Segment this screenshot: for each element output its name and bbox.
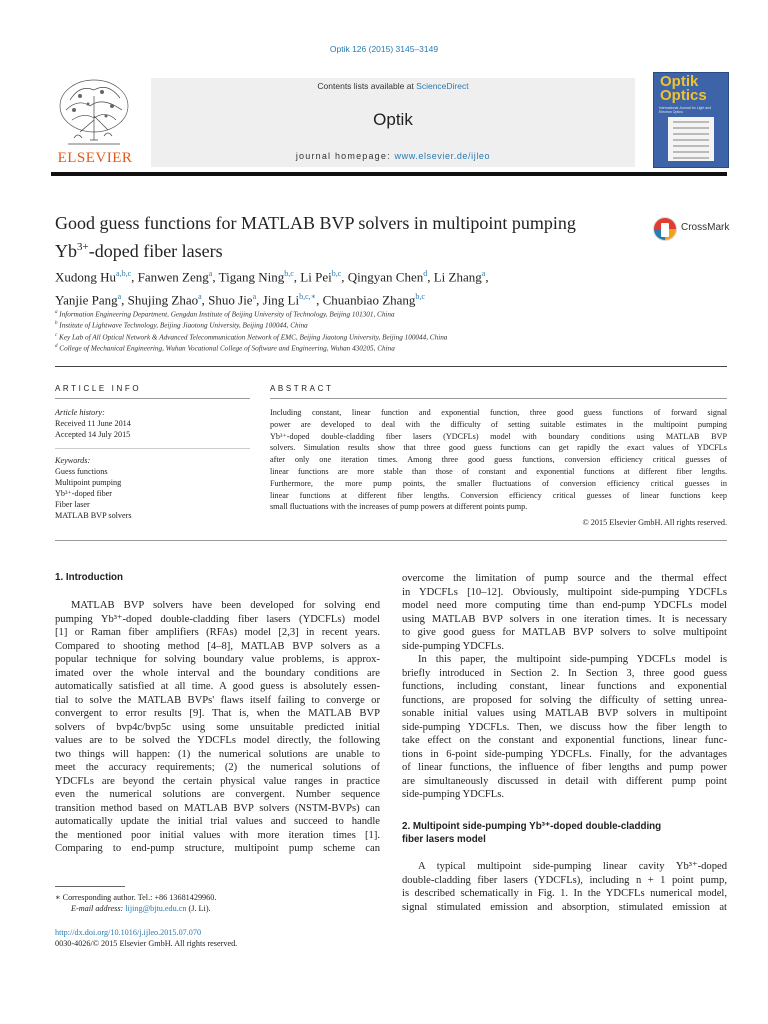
author-separator: , xyxy=(293,269,301,285)
paragraph-line: using MATLAB BVP solvers in one iteration times. It is necessary xyxy=(402,613,727,625)
section-1-line: Comparing to end-pump structure, multipoint pump scheme can xyxy=(55,843,380,854)
keywords-block xyxy=(55,455,250,521)
section-1-line: transition method based on MATLAB BVP solvers (NSTM-BVPs) can xyxy=(55,802,380,814)
abstract-line: power are developed to deal with the difficulty of setting suitable estimates in the multipoint pumping xyxy=(270,419,727,429)
author-name: Yanjie Pang xyxy=(55,292,118,308)
affiliation-item xyxy=(55,342,675,353)
section-1-line: tial to solve the MATLAB BVPs' flaws itself failing to converge or xyxy=(55,694,380,706)
author-affiliation-marker[interactable]: b,c xyxy=(284,269,294,278)
author-affiliation-marker[interactable]: b,c xyxy=(331,269,342,278)
affiliation-key: b xyxy=(55,321,58,327)
keywords-label: Keywords: xyxy=(55,456,91,465)
section-2-heading-line-1: 2. Multipoint side-pumping Yb³⁺-doped double-cladding xyxy=(402,821,662,832)
affiliation-item xyxy=(55,331,675,342)
author-affiliation-marker[interactable]: a xyxy=(198,292,202,302)
author-affiliation-marker[interactable]: a,b,c xyxy=(116,269,132,278)
contents-prefix: Contents lists available at xyxy=(317,81,417,91)
homepage-prefix: journal homepage: xyxy=(295,151,395,161)
keyword-item: Yb³⁺-doped fiber xyxy=(55,489,113,498)
keyword-item: Fiber laser xyxy=(55,500,90,509)
separator-rule xyxy=(55,366,727,367)
section-1-line: Compared to shooting method [4–8], MATLAB BVP solvers as a xyxy=(55,640,380,652)
doi-link[interactable]: http://dx.doi.org/10.1016/j.ijleo.2015.07.070 xyxy=(55,928,202,937)
cover-title xyxy=(660,75,707,103)
abstract-line: linear functions at different fiber lengths. Conversion efficiency critical guesses of linear functions keep xyxy=(270,490,727,500)
right-column-paragraph-3 xyxy=(402,860,727,914)
title-line-2 xyxy=(55,241,223,261)
email-label: E-mail address: xyxy=(71,904,126,913)
author-separator: , xyxy=(341,269,348,285)
paragraph-line: signal stimulated emission and absorption, stimulated emission at xyxy=(402,901,727,913)
author-name: Li Zhang xyxy=(433,269,482,285)
paragraph-line: In this paper, the multipoint side-pumping YDCFLs model is xyxy=(418,654,727,665)
author-affiliation-marker[interactable]: b,c xyxy=(415,292,425,302)
paragraph-line: side-pumping YDCFLs. Then, we discuss how the fiber length to xyxy=(402,721,727,733)
abstract-line: Yb³⁺-doped double-cladding fiber lasers (YDCFLs) model with boundary conditions using MATLAB BVP xyxy=(270,431,727,441)
affiliation-list xyxy=(55,308,675,354)
homepage-link[interactable]: www.elsevier.de/ijleo xyxy=(394,151,491,161)
paragraph-line: are simultaneously discussed in detail with different pump point xyxy=(402,775,727,787)
abstract-line: Including constant, linear function and exponential function, three good guess functions of forward signal xyxy=(270,408,727,417)
author-affiliation-marker[interactable]: a xyxy=(117,292,122,302)
footnote-rule xyxy=(55,886,125,887)
paragraph-line: model need more computing time than end-pump YDCFLs model xyxy=(402,600,727,611)
paragraph-line: briefly introduced in Section 2. In Section 3, three good guess xyxy=(402,667,727,679)
paragraph-line: overcome the limitation of pump source and the thermal effect xyxy=(402,573,727,584)
author-separator: , xyxy=(201,292,209,308)
section-1-line: convergent to error results [9]. That is, when the MATLAB BVP xyxy=(55,708,380,719)
affiliation-key: d xyxy=(55,344,58,350)
paragraph-line: side-pumping YDCFLs. xyxy=(402,789,505,800)
history-label: Article history: xyxy=(55,408,105,417)
accepted-date: Accepted 14 July 2015 xyxy=(55,430,131,439)
paragraph-line: sonable initial values using MATLAB BVP solvers in multipoint xyxy=(402,708,727,719)
author-separator: , xyxy=(316,292,323,308)
section-1-line: the mentioned poor initial values with more iteration times [1]. xyxy=(55,829,380,841)
paragraph-line: of linear functions, the influence of fiber lengths and pump power xyxy=(402,762,727,773)
author-line-1 xyxy=(55,264,665,287)
paragraph-line: tions in 6-point side-pumping YDCFLs. Finally, for the advantages xyxy=(402,748,727,760)
elsevier-wordmark: ELSEVIER xyxy=(57,150,133,166)
paragraph-line: is described schematically in Fig. 1. In the YDCFLs numerical model, xyxy=(402,888,727,899)
author-separator: , xyxy=(121,292,128,308)
footnotes xyxy=(55,892,385,914)
journal-citation[interactable]: Optik 126 (2015) 3145–3149 xyxy=(329,44,439,54)
author-name: Tigang Ning xyxy=(218,269,285,285)
abstract-rule xyxy=(270,398,727,399)
author-name: Chuanbiao Zhang xyxy=(322,292,416,308)
affiliation-key: c xyxy=(55,332,58,338)
paragraph-line: to give good guess for MATLAB BVP solvers to solve multipoint xyxy=(402,627,727,638)
abstract-line: solvers. Simulation results show that three good guess functions can get rapidly the exact values of YDCFLs xyxy=(270,443,727,453)
cover-subtitle: International Journal for Light and Electron Optics xyxy=(659,106,712,114)
abstract-line: after only one iteration times. Among three good guess functions, conversion efficiency critical guesses of xyxy=(270,455,727,465)
abstract-copyright: © 2015 Elsevier GmbH. All rights reserved. xyxy=(582,518,727,527)
email-note xyxy=(55,903,385,914)
cover-inset-page xyxy=(668,117,714,161)
affiliation-item xyxy=(55,308,675,319)
abstract-line: Furthermore, the more pump points, the smaller fluctuations of conversion efficiency critical guesses in xyxy=(270,478,727,488)
abstract-line: small fluctuations with the increases of pump powers at different points pump. xyxy=(270,502,528,512)
cover-title-1: Optik xyxy=(660,73,699,90)
affiliation-key: a xyxy=(55,310,58,315)
article-history xyxy=(55,407,250,440)
cover-title-2: Optics xyxy=(660,87,707,104)
received-date: Received 11 June 2014 xyxy=(55,419,131,428)
section-1-line: imated over the whole interval and the boundary conditions are xyxy=(55,667,380,679)
crossmark-label[interactable]: CrossMark xyxy=(681,222,730,233)
keyword-item: Guess functions xyxy=(55,467,108,476)
author-separator: , xyxy=(212,269,219,285)
author-name: Xudong Hu xyxy=(55,269,117,285)
section-1-line: popular technique for solving boundary value problems, is approx- xyxy=(55,654,380,665)
author-name: Qingyan Chen xyxy=(347,269,424,285)
author-separator: , xyxy=(427,269,434,285)
paragraph-line: take effect on the constant and exponential functions, linear func- xyxy=(402,735,727,746)
section-1-body xyxy=(55,599,380,856)
section-1-line: YDCFLs are beyond the certain physical value ranges in practice xyxy=(55,775,380,787)
email-link[interactable]: lijing@bjtu.edu.cn xyxy=(125,904,187,913)
header-rule xyxy=(51,172,727,176)
author-affiliation-marker[interactable]: d xyxy=(423,269,428,278)
title-line-2-rest: -doped fiber lasers xyxy=(88,241,223,261)
right-column-paragraph-1 xyxy=(402,572,727,653)
author-separator: , xyxy=(256,292,263,308)
abstract-text xyxy=(270,407,727,513)
author-name: Fanwen Zeng xyxy=(137,269,209,285)
article-title xyxy=(55,211,645,263)
section-1-line: pumping Yb³⁺-doped double-cladding fiber lasers (YDCFLs) model xyxy=(55,613,380,625)
journal-name: Optik xyxy=(373,110,413,129)
paragraph-line: functions, are proposed for solving the difficulty of setting unrea- xyxy=(402,694,727,706)
section-1-line: even the numerical solutions are convergent. Number sequence xyxy=(55,789,380,800)
keywords-rule xyxy=(55,448,250,449)
author-affiliation-marker[interactable]: a xyxy=(481,269,486,278)
affiliation-text: College of Mechanical Engineering, Wuhan Vocational College of Software and Engineering, Wuhan 430205, China xyxy=(57,344,395,353)
paragraph-line: double-cladding fiber lasers (YDCFLs), including n + 1 point pump, xyxy=(402,874,727,886)
abstract-bottom-rule xyxy=(55,540,727,541)
affiliation-item xyxy=(55,319,675,330)
email-suffix: (J. Li). xyxy=(186,904,211,913)
section-1-line: automatically satisfied at all time. A good guess is absolutely essen- xyxy=(55,681,380,692)
doi-block xyxy=(55,927,385,949)
sciencedirect-link[interactable]: ScienceDirect xyxy=(416,81,469,91)
keyword-item: MATLAB BVP solvers xyxy=(55,511,132,520)
paragraph-line: in YDCFLs [10–12]. Obviously, multipoint side-pumping YDCFLs xyxy=(402,586,727,598)
author-separator: , xyxy=(131,269,138,285)
article-info-rule xyxy=(55,398,250,399)
issn-line: 0030-4026/© 2015 Elsevier GmbH. All rights reserved. xyxy=(55,939,238,948)
author-affiliation-marker[interactable]: a xyxy=(252,292,257,302)
abstract-label: ABSTRACT xyxy=(270,384,334,393)
journal-cover-image xyxy=(653,72,729,168)
section-2-heading xyxy=(402,820,727,846)
section-1-line: solvers of bvp4c/bvp5c using some unsuitable predicted initial xyxy=(55,721,380,733)
author-name: Shuo Jie xyxy=(208,292,253,308)
section-1-heading: 1. Introduction xyxy=(55,572,124,583)
section-2-heading-line-2: fiber lasers model xyxy=(402,834,486,845)
keyword-item: Multipoint pumping xyxy=(55,478,122,487)
section-1-line: values are to be solved the YDCFLs model directly, the following xyxy=(55,735,380,746)
affiliation-text: Institute of Lightwave Technology, Beijing Jiaotong University, Beijing 100044, China xyxy=(57,321,308,330)
author-affiliation-marker[interactable]: b,c,∗ xyxy=(299,292,317,302)
article-info-label: ARTICLE INFO xyxy=(55,384,142,393)
paragraph-line: side-pumping YDCFLs. xyxy=(402,640,505,652)
author-name: Shujing Zhao xyxy=(127,292,199,308)
author-separator: , xyxy=(485,269,489,285)
paragraph-line: A typical multipoint side-pumping linear cavity Yb³⁺-doped xyxy=(418,861,727,872)
author-affiliation-marker[interactable]: a xyxy=(208,269,213,278)
right-column-paragraph-2 xyxy=(402,653,727,802)
section-1-line: meet the accuracy requirements; (2) the numerical solutions of xyxy=(55,762,380,773)
affiliation-text: Information Engineering Department, Gengdan Institute of Beijing University of Technology, Beijing 101301, China xyxy=(57,310,395,319)
author-list xyxy=(55,264,665,311)
section-1-line: [1] or Raman fiber amplifiers (RFAs) model [2,3] in recent years. xyxy=(55,627,380,638)
title-line-1: Good guess functions for MATLAB BVP solvers in multipoint pumping xyxy=(55,213,576,233)
affiliation-text: Key Lab of All Optical Network & Advanced Telecommunication Network of EMC, Beijing Jiaotong University, Beijing 100044, China xyxy=(57,333,448,342)
contents-line xyxy=(151,81,635,91)
corresponding-author-note: ∗ Corresponding author. Tel.: +86 13681429960. xyxy=(55,893,217,902)
author-name: Jing Li xyxy=(262,292,300,308)
author-name: Li Pei xyxy=(300,269,332,285)
title-yb-sup: 3+ xyxy=(77,241,89,253)
title-yb: Yb xyxy=(55,241,77,261)
section-1-line: MATLAB BVP solvers have been developed for solving end xyxy=(71,600,380,611)
section-1-line: automatically update the initial trial values and succeed to handle xyxy=(55,816,380,827)
abstract-line: linear functions are more stable than those of constant and exponential functions at different fiber lengths. xyxy=(270,466,727,476)
paragraph-line: functions, including constant, linear functions and exponential xyxy=(402,681,727,692)
journal-homepage-line xyxy=(151,151,635,161)
section-1-line: two things will happen: (1) the numerical solutions are unable to xyxy=(55,748,380,760)
